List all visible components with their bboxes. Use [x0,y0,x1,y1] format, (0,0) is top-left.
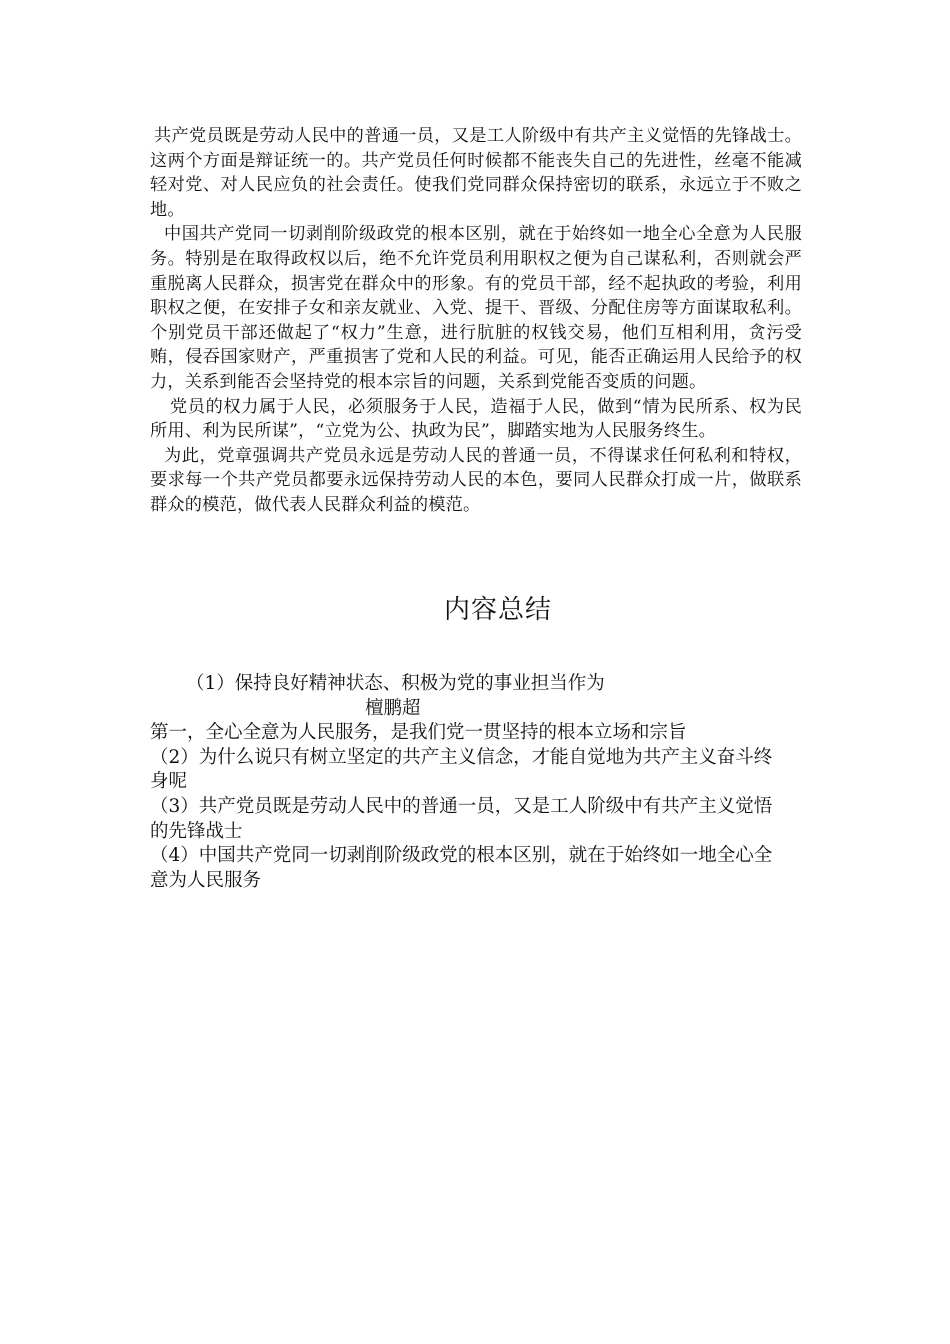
body-text [150,124,802,518]
paragraph-4: 为此，党章强调共产党员永远是劳动人民的普通一员，不得谋求任何私利和特权，要求每一个共产党员都要永远保持劳动人民的本色，要同人民群众打成一片，做联系群众的模范，做代表人民群众利益的模范。 [150,445,802,515]
summary-item-3: （3）共产党员既是劳动人民中的普通一员，又是工人阶级中有共产主义觉悟的先锋战士 [150,795,773,842]
summary-item-1: （1）保持良好精神状态、积极为党的事业担当作为 [186,673,605,694]
paragraph-3: 党员的权力属于人民，必须服务于人民，造福于人民，做到“情为民所系、权为民所用、利为民所谋”，“立党为公、执政为民”，脚踏实地为人民服务终生。 [150,396,802,442]
summary-item-2: （2）为什么说只有树立坚定的共产主义信念，才能自觉地为共产主义奋斗终身呢 [150,746,773,793]
paragraph-1: 共产党员既是劳动人民中的普通一员，又是工人阶级中有共产主义觉悟的先锋战士。这两个方面是辩证统一的。共产党员任何时候都不能丧失自己的先进性，丝毫不能减轻对党、对人民应负的社会责任。使我们党同群众保持密切的联系，永远立于不败之地。 [150,126,802,220]
summary-item-4: （4）中国共产党同一切剥削阶级政党的根本区别，就在于始终如一地全心全意为人民服务 [150,845,773,891]
paragraph-2: 中国共产党同一切剥削阶级政党的根本区别，就在于始终如一地全心全意为人民服务。特别是在取得政权以后，绝不允许党员利用职权之便为自己谋私利，否则就会严重脱离人民群众，损害党在群众中的形象。有的党员干部，经不起执政的考验，利用职权之便，在安排子女和亲友就业、入党、提干、晋级、分配住房等方面谋取私利。个别党员干部还做起了“权力”生意，进行肮脏的权钱交易，他们互相利用，贪污受贿，侵吞国家财产，严重损害了党和人民的利益。可见，能否正确运用人民给予的权力，关系到能否会坚持党的根本宗旨的问题，关系到党能否变质的问题。 [150,224,802,392]
summary-line-first: 第一，全心全意为人民服务，是我们党一贯坚持的根本立场和宗旨 [150,722,687,744]
summary-section [150,672,790,893]
summary-title: 内容总结 [443,595,552,625]
author-name: 檀鹏超 [365,697,421,719]
